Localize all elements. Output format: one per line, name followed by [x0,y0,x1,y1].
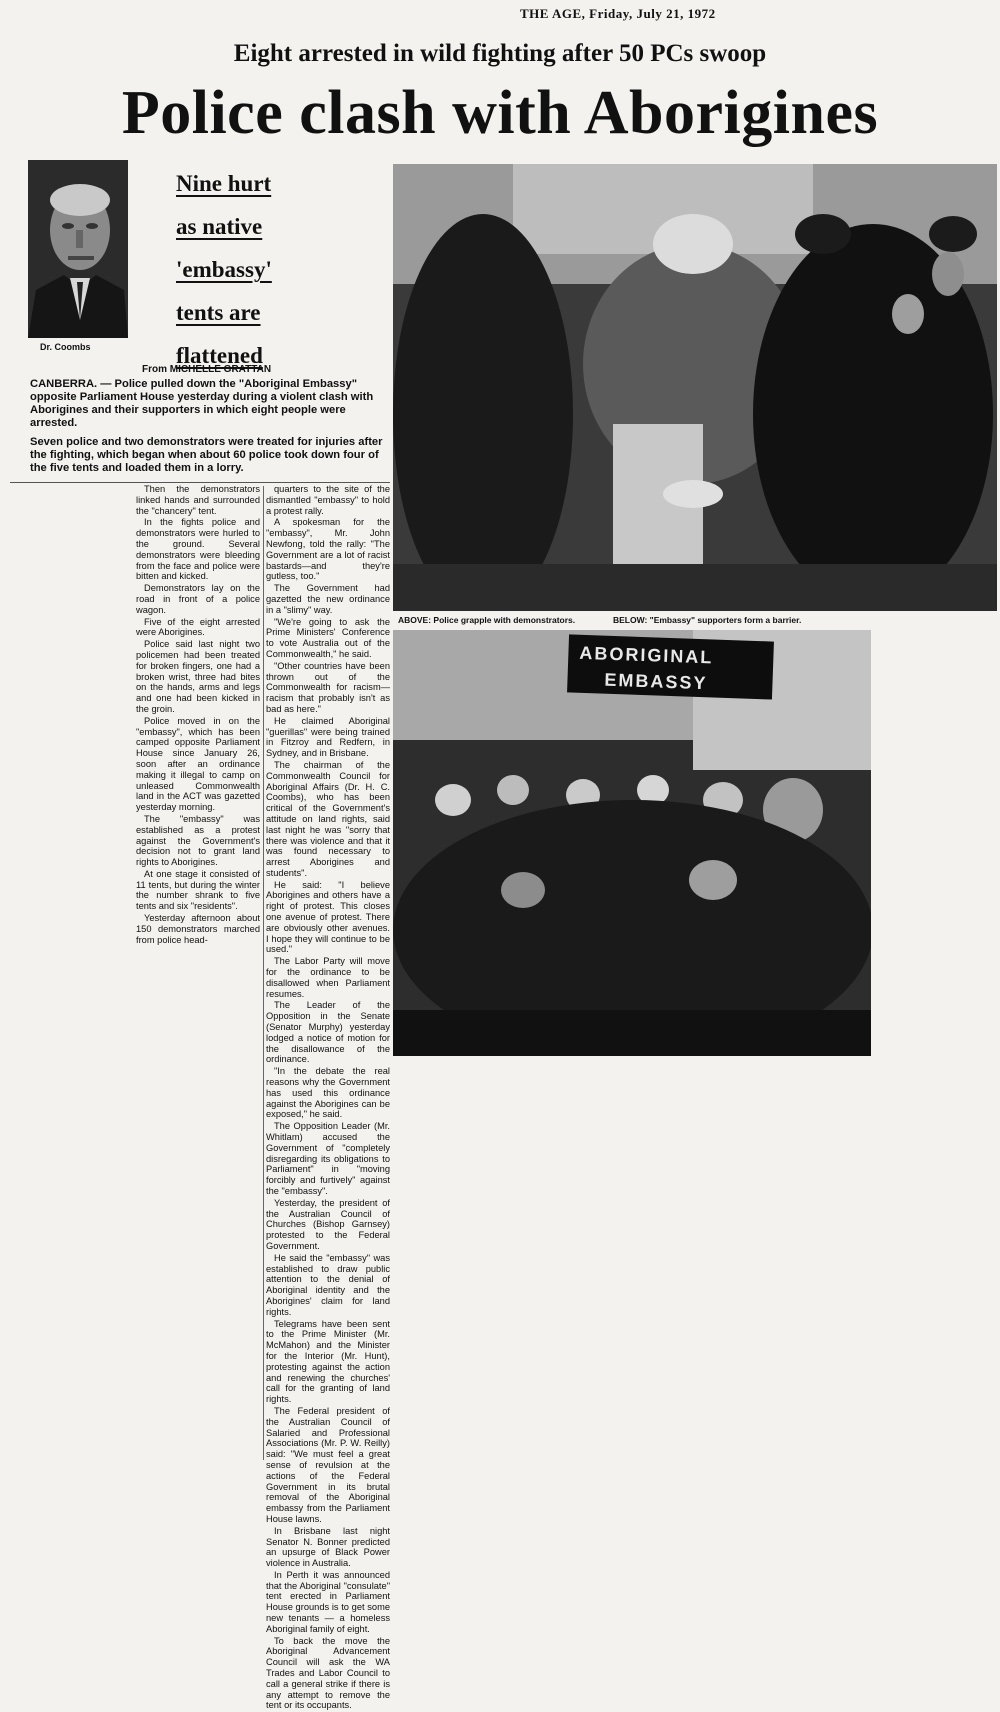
article-paragraph: The Federal president of the Australian Council of Salaried and Professional Associations (Mr. P. W. Reilly) said: "We must feel a great sense of revulsion at the actions of the Federal Government in its brutal removal of the Aboriginal embassy from the Parliament House lawns. [266,1405,390,1524]
byline: From MICHELLE GRATTAN [142,364,272,375]
caption-above: ABOVE: Police grapple with demonstrators. [398,615,576,625]
article-paragraph: Yesterday afternoon about 150 demonstrators marched from police head- [136,913,260,945]
article-paragraph: Yesterday, the president of the Australian Council of Churches (Bishop Garnsey) protested to the Federal Government. [266,1197,390,1251]
article-paragraph: Telegrams have been sent to the Prime Minister (Mr. McMahon) and the Minister for the Interior (Mr. Hunt), protesting against the action and renewing the churches' call for the granting of land rights. [266,1318,390,1405]
bottom-photo [393,630,871,1056]
article-paragraph: "In the debate the real reasons why the Government has used this ordinance against the Aborigines can be exposed," he said. [266,1066,390,1120]
article-paragraph: The Opposition Leader (Mr. Whitlam) accused the Government of "completely disregarding its obligations to Parliament" in "moving forcibly and furtively" against the "embassy". [266,1121,390,1196]
portrait-caption: Dr. Coombs [40,342,91,352]
article-paragraph: Then the demonstrators linked hands and surrounded the "chancery" tent. [136,484,260,516]
article-paragraph: Five of the eight arrested were Aborigines. [136,616,260,638]
top-photo [393,164,997,611]
subhead-line: 'embassy' [176,257,272,282]
article-paragraph: Demonstrators lay on the road in front of a police wagon. [136,583,260,615]
divider [10,482,390,483]
article-paragraph: A spokesman for the "embassy", Mr. John Newfong, told the rally: "The Government are a lot of racist bastards—and they're gutless, too." [266,517,390,582]
article-paragraph: The Leader of the Opposition in the Senate (Senator Murphy) yesterday lodged a notice of motion for the disallowance of the ordinance. [266,1000,390,1065]
second-paragraph: Seven police and two demonstrators were treated for injuries after the fighting, which began when about 60 police took down four of the five tents and loaded them in a lorry. [30,436,383,474]
subhead-line: as native [176,214,263,239]
caption-below: BELOW: "Embassy" supporters form a barrier. [613,615,802,625]
portrait-photo [28,160,128,338]
article-paragraph: He claimed Aboriginal "guerillas" were being trained in Fitzroy and Redfern, in Sydney, and in Brisbane. [266,715,390,759]
kicker-headline: Eight arrested in wild fighting after 50 PCs swoop [233,40,767,67]
article-paragraph: In Brisbane last night Senator N. Bonner predicted an upsurge of Black Power violence in Australia. [266,1525,390,1569]
article-paragraph: He said the "embassy" was established to draw public attention to the denial of Aboriginal identity and the Aborigines' claim for land rights. [266,1252,390,1317]
subhead-line: tents are [176,300,261,325]
banner-line: ABORIGINAL [579,642,714,668]
article-paragraph: He said: "I believe Aborigines and others have a right of protest. This closes one avenue of protest. There are obviously other avenues. I hope they will continue to be used." [266,879,390,955]
article-paragraph: Police moved in on the "embassy", which has been camped opposite Parliament House since January 26, soon after an ordinance making it illegal to camp on unleased Commonwealth land in the ACT was gazetted yesterday morning. [136,715,260,813]
banner-line: EMBASSY [604,669,708,694]
article-paragraph: In the fights police and demonstrators were hurled to the ground. Several demonstrators were bleeding from the face and police were bitten and kicked. [136,517,260,582]
article-paragraph: In Perth it was announced that the Aboriginal "consulate" tent erected in Parliament House grounds is to get some new tenants — a homeless Aboriginal family of eight. [266,1569,390,1634]
article-paragraph: "Other countries have been thrown out of the Commonwealth for racism—racism that probably isn't as bad as here." [266,660,390,714]
article-paragraph: "We're going to ask the Prime Ministers' Conference to vote Australia out of the Commonwealth," he said. [266,616,390,659]
lead-paragraph: CANBERRA. — Police pulled down the "Aboriginal Embassy" opposite Parliament House yesterday during a violent clash with Aborigines and their supporters in which eight people were arrested. [30,378,374,429]
article-paragraph: To back the move the Aboriginal Advancement Council will ask the WA Trades and Labor Council to call a general strike if there is any attempt to remove the tent or its occupants. [266,1635,390,1711]
main-headline: Police clash with Aborigines [121,79,879,147]
article-paragraph: The Government had gazetted the new ordinance in a "slimy" way. [266,583,390,615]
dateline: THE AGE, Friday, July 21, 1972 [520,6,716,21]
subhead-line: flattened [176,343,263,368]
column-rule [263,486,264,1460]
photo-caption [398,615,868,625]
subhead-line: Nine hurt [176,171,272,196]
article-paragraph: quarters to the site of the dismantled "embassy" to hold a protest rally. [266,484,390,516]
article-column-2 [266,484,390,1712]
article-paragraph: The "embassy" was established as a protest against the Government's decision not to grant land rights to Aborigines. [136,813,260,868]
article-paragraph: At one stage it consisted of 11 tents, but during the winter the number shrank to five tents and six "residents". [136,868,260,912]
subheadline [176,162,376,377]
article-paragraph: The Labor Party will move for the ordinance to be disallowed when Parliament resumes. [266,956,390,999]
article-column-1 [136,484,260,946]
article-paragraph: Police said last night two policemen had been treated for broken fingers, one had a broken wrist, three had bites on the hands, arms and legs and one had been kicked in the groin. [136,639,260,714]
article-paragraph: The chairman of the Commonwealth Council for Aboriginal Affairs (Dr. H. C. Coombs), who has been critical of the Government's attitude on land rights, said last night he was "sorry that there was violence and that it was found necessary to arrest Aborigines and students". [266,759,390,878]
